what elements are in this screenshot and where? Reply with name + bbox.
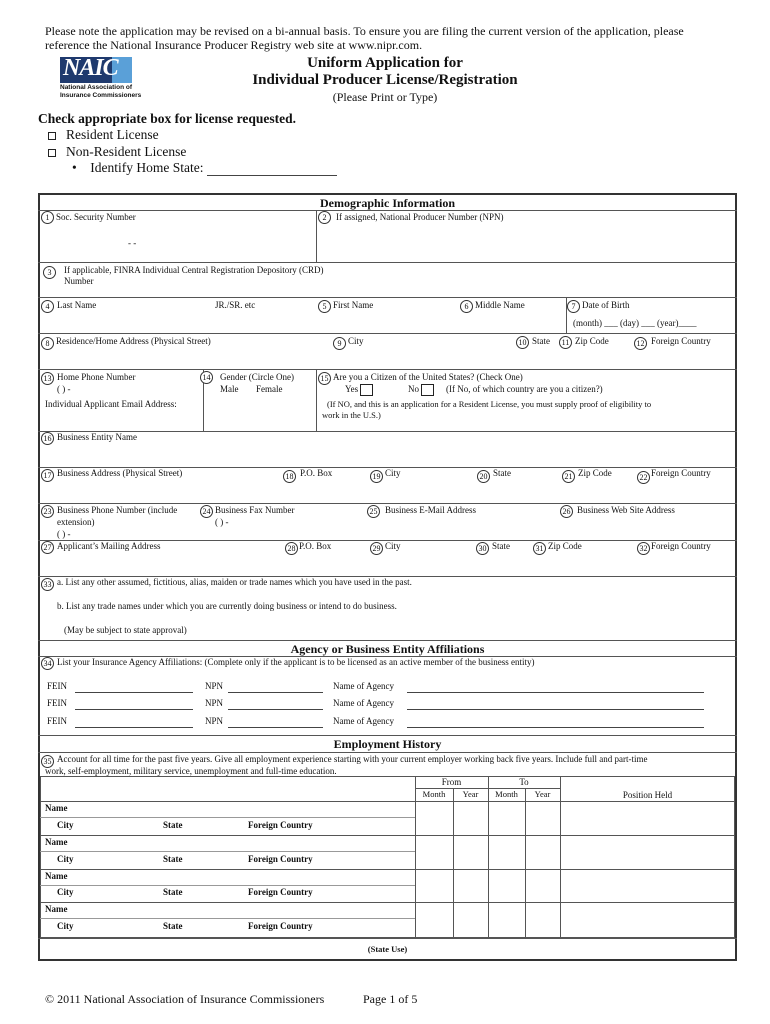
home-address-label: Residence/Home Address (Physical Street) [56, 336, 211, 346]
field-number: 5 [318, 300, 331, 313]
alias-names-label: a. List any other assumed, fictitious, alias, maiden or trade names which you have used in the past. [57, 577, 412, 587]
website-label: Business Web Site Address [577, 505, 675, 515]
field-number: 16 [41, 432, 54, 445]
home-state-field[interactable]: • Identify Home State: [72, 160, 337, 176]
position-header: Position Held [622, 790, 673, 800]
mailing-state-label: State [492, 541, 510, 551]
employer-name-label: Name [45, 837, 68, 847]
crd-label-2: Number [64, 276, 94, 286]
gender-female[interactable]: Female [256, 384, 283, 394]
field-number: 17 [41, 469, 54, 482]
fax-label: Business Fax Number [215, 505, 295, 515]
citizen-yes[interactable]: Yes [345, 384, 373, 396]
field-number: 15 [318, 372, 331, 385]
business-phone-label: Business Phone Number (include [57, 505, 178, 515]
field-number: 13 [41, 372, 54, 385]
employer-city-label: City [57, 887, 74, 897]
business-entity-label: Business Entity Name [57, 432, 137, 442]
mailing-address-label: Applicant’s Mailing Address [57, 541, 161, 551]
form-subtitle: (Please Print or Type) [332, 90, 438, 104]
field-number: 9 [333, 337, 346, 350]
employment-instructions-1: Account for all time for the past five years. Give all employment experience starting with your current employer working back five years. Include full and part-time [57, 754, 648, 764]
to-header: To [519, 777, 529, 787]
field-number: 34 [41, 657, 54, 670]
state-approval-note: (May be subject to state approval) [64, 625, 187, 635]
from-year-header: Year [462, 789, 479, 799]
crd-label: If applicable, FINRA Individual Central Registration Depository (CRD) [64, 265, 324, 275]
field-number: 23 [41, 505, 54, 518]
employer-name-label: Name [45, 803, 68, 813]
agency-heading: Agency or Business Entity Affiliations [290, 642, 485, 656]
employer-state-label: State [163, 854, 183, 864]
dob-format[interactable]: (month) ___ (day) ___ (year)____ [573, 318, 697, 328]
demographic-heading: Demographic Information [320, 196, 455, 210]
employer-name-label: Name [45, 871, 68, 881]
agency-name-label: Name of Agency [333, 716, 394, 726]
employer-state-label: State [163, 820, 183, 830]
business-zip-label: Zip Code [578, 468, 612, 478]
business-phone-input[interactable]: ( ) - [57, 529, 71, 539]
trade-names-label: b. List any trade names under which you are currently doing business or intend to do business. [57, 601, 397, 611]
zip-label: Zip Code [575, 336, 609, 346]
employer-name-label: Name [45, 904, 68, 914]
to-year-header: Year [534, 789, 551, 799]
yes-checkbox[interactable] [360, 384, 373, 396]
field-number: 18 [283, 470, 296, 483]
field-number: 8 [41, 337, 54, 350]
dob-label: Date of Birth [582, 300, 630, 310]
field-number: 30 [476, 542, 489, 555]
field-number: 4 [41, 300, 54, 313]
field-number: 6 [460, 300, 473, 313]
fein-label: FEIN [47, 681, 67, 691]
suffix-label: JR./SR. etc [215, 300, 256, 310]
business-email-label: Business E-Mail Address [385, 505, 476, 515]
field-number: 26 [560, 505, 573, 518]
field-number: 14 [200, 371, 213, 384]
from-header: From [441, 777, 462, 787]
npn-label: NPN [205, 698, 224, 708]
field-number: 1 [41, 211, 54, 224]
citizen-country-question: (If No, of which country are you a citizen?) [446, 384, 603, 394]
field-number: 31 [533, 542, 546, 555]
employer-city-label: City [57, 854, 74, 864]
form-title-2: Individual Producer License/Registration [252, 72, 518, 88]
employer-country-label: Foreign Country [248, 854, 313, 864]
citizen-note-1: (If NO, and this is an application for a Resident License, you must supply proof of eligibility to [327, 399, 652, 409]
business-city-label: City [385, 468, 401, 478]
agency-affiliations-label: List your Insurance Agency Affiliations: (Complete only if the applicant is to be licensed as an active member of the business entity) [57, 657, 535, 667]
last-name-label: Last Name [57, 300, 97, 310]
field-number: 10 [516, 336, 529, 349]
employer-state-label: State [163, 887, 183, 897]
resident-license-option[interactable]: Resident License [48, 127, 159, 143]
field-number: 35 [41, 755, 54, 768]
mailing-po-box-label: P.O. Box [299, 541, 332, 551]
employer-country-label: Foreign Country [248, 887, 313, 897]
to-month-header: Month [495, 789, 518, 799]
non-resident-checkbox[interactable] [48, 149, 56, 157]
field-number: 25 [367, 505, 380, 518]
first-name-label: First Name [333, 300, 374, 310]
from-month-header: Month [422, 789, 446, 799]
no-checkbox[interactable] [421, 384, 434, 396]
page-number: Page 1 of 5 [363, 992, 418, 1006]
citizen-note-2: work in the U.S.) [322, 410, 381, 420]
field-number: 29 [370, 542, 383, 555]
field-number: 19 [370, 470, 383, 483]
employer-country-label: Foreign Country [248, 921, 313, 931]
agency-name-label: Name of Agency [333, 681, 394, 691]
city-label: City [348, 336, 364, 346]
employment-instructions-2: work, self-employment, military service, unemployment and full-time education. [45, 766, 337, 776]
field-number: 11 [559, 336, 572, 349]
field-number: 22 [637, 471, 650, 484]
citizen-label: Are you a Citizen of the United States? (Check One) [333, 372, 523, 382]
notice-line-2: reference the National Insurance Producer Registry web site at www.nipr.com. [45, 38, 423, 52]
employer-country-label: Foreign Country [248, 820, 313, 830]
field-number: 32 [637, 542, 650, 555]
copyright: © 2011 National Association of Insurance Commissioners [45, 992, 325, 1006]
field-number: 20 [477, 470, 490, 483]
state-use-label: (State Use) [367, 944, 408, 954]
po-box-label: P.O. Box [300, 468, 333, 478]
fein-label: FEIN [47, 716, 67, 726]
citizen-no[interactable]: No [408, 384, 434, 396]
mailing-city-label: City [385, 541, 401, 551]
field-number: 21 [562, 470, 575, 483]
field-number: 12 [634, 337, 647, 350]
npn-label: NPN [205, 681, 224, 691]
fein-label: FEIN [47, 698, 67, 708]
field-number: 7 [567, 300, 580, 313]
mailing-foreign-label: Foreign Country [651, 541, 711, 551]
foreign-country-label: Foreign Country [651, 336, 711, 346]
email-label: Individual Applicant Email Address: [45, 399, 177, 409]
mailing-zip-label: Zip Code [548, 541, 582, 551]
resident-checkbox[interactable] [48, 132, 56, 140]
business-address-label: Business Address (Physical Street) [57, 468, 183, 478]
business-state-label: State [493, 468, 511, 478]
employer-city-label: City [57, 820, 74, 830]
employer-state-label: State [163, 921, 183, 931]
fax-input[interactable]: ( ) - [215, 517, 229, 527]
state-label: State [532, 336, 550, 346]
form-title-1: Uniform Application for [307, 55, 463, 71]
ssn-label: Soc. Security Number [56, 212, 136, 222]
home-phone-label: Home Phone Number [57, 372, 136, 382]
field-number: 3 [43, 266, 56, 279]
field-number: 33 [41, 578, 54, 591]
business-foreign-label: Foreign Country [651, 468, 711, 478]
npn-label: NPN [205, 716, 224, 726]
field-number: 28 [285, 542, 298, 555]
gender-label: Gender (Circle One) [220, 372, 294, 382]
gender-male[interactable]: Male [220, 384, 239, 394]
field-number: 27 [41, 541, 54, 554]
middle-name-label: Middle Name [475, 300, 525, 310]
employer-city-label: City [57, 921, 74, 931]
business-phone-label-2: extension) [57, 517, 95, 527]
npn-label: If assigned, National Producer Number (NPN) [336, 212, 504, 222]
field-number: 24 [200, 505, 213, 518]
non-resident-license-option[interactable]: Non-Resident License [48, 144, 186, 160]
ssn-input[interactable]: - - [128, 238, 137, 248]
home-phone-input[interactable]: ( ) - [57, 384, 71, 394]
agency-name-label: Name of Agency [333, 698, 394, 708]
field-number: 2 [318, 211, 331, 224]
notice-line-1: Please note the application may be revised on a bi-annual basis. To ensure you are filing the current version of the application, please [45, 24, 684, 38]
license-heading: Check appropriate box for license requested. [38, 111, 296, 126]
employment-heading: Employment History [333, 737, 442, 751]
